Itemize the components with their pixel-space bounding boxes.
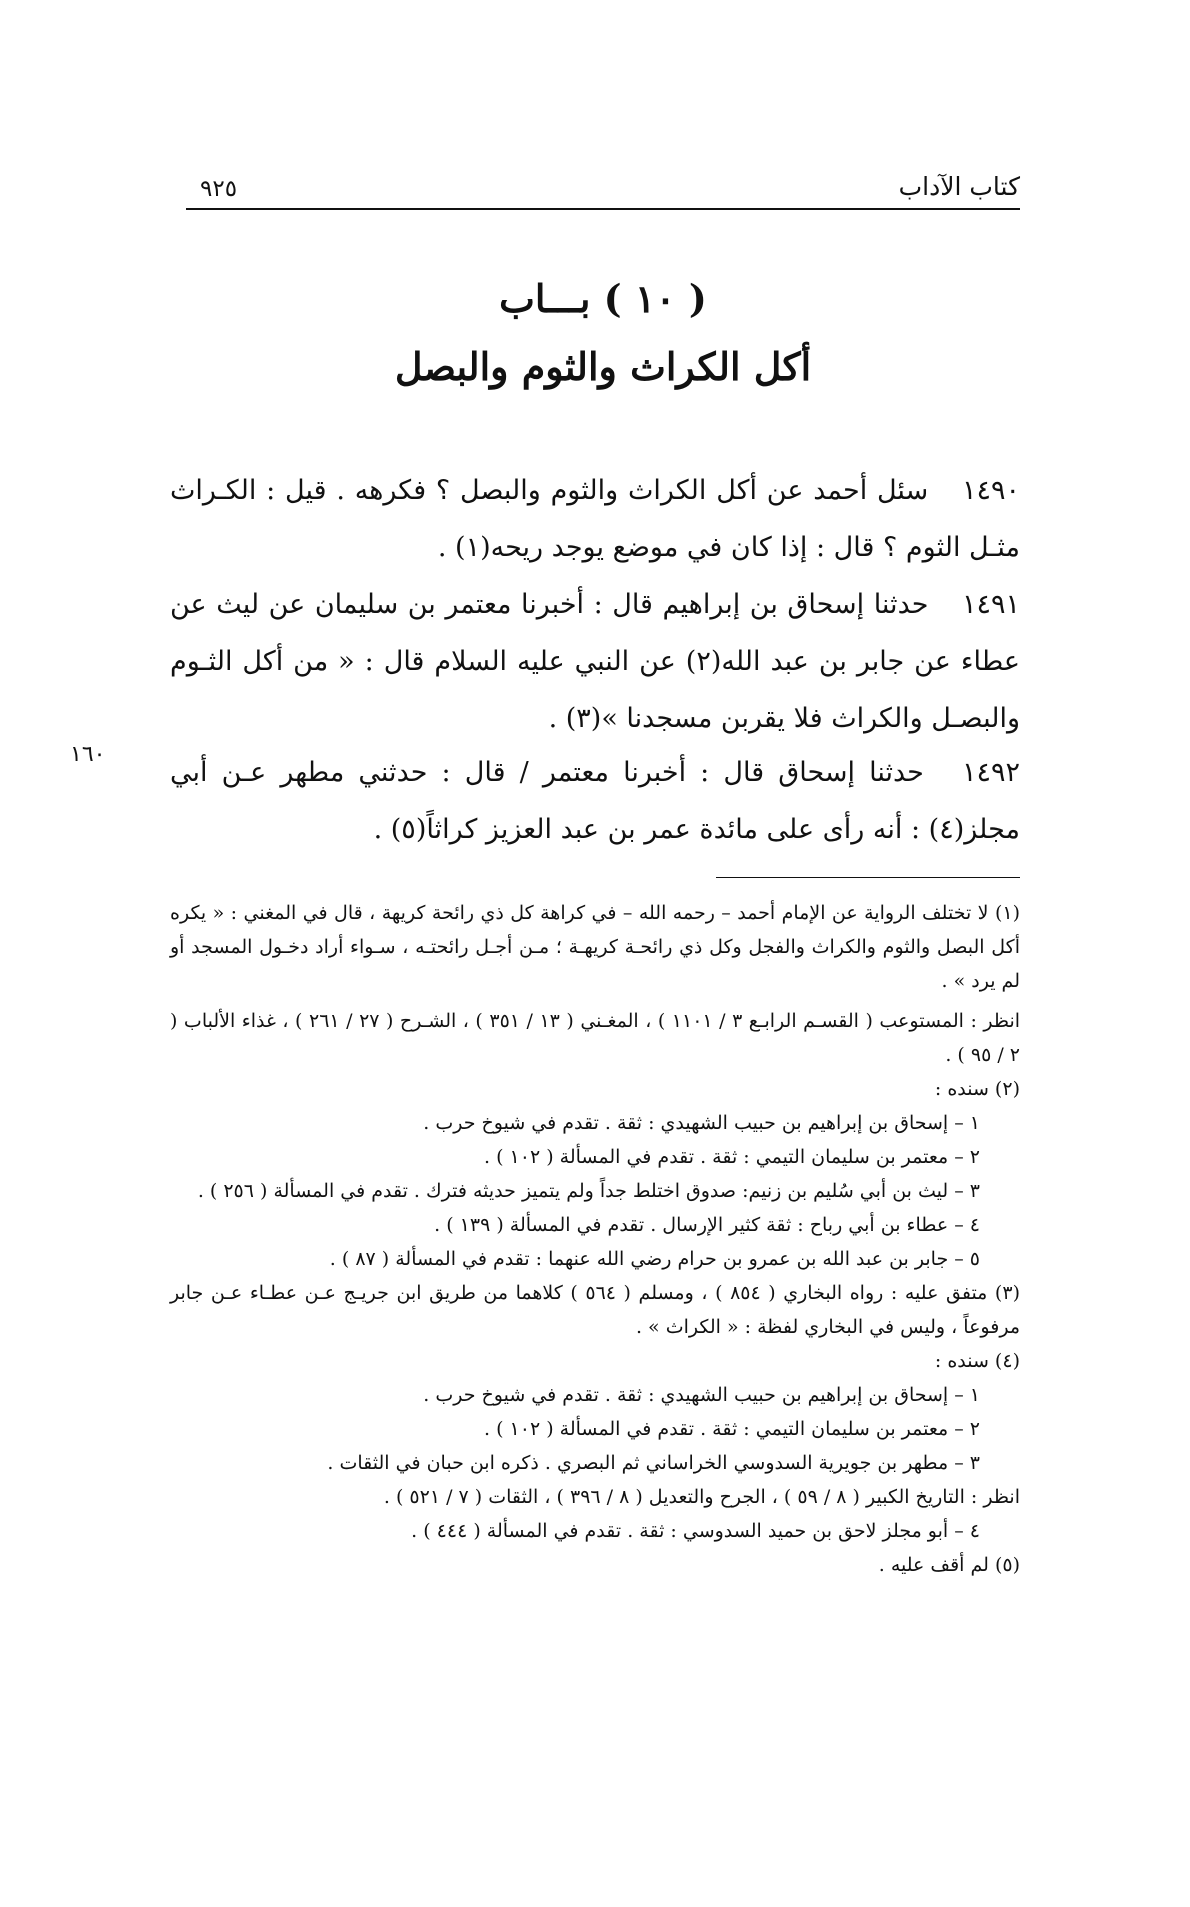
footnote-4-item: ١ – إسحاق بن إبراهيم بن حبيب الشهيدي : ثقة . تقدم في شيوخ حرب . (423, 1384, 980, 1406)
chapter-heading: ( ١٠ ) بـــاب (499, 276, 707, 321)
entry-1490 (170, 462, 1020, 576)
footnote-2-item: ٤ – عطاء بن أبي رباح : ثقة كثير الإرسال . تقدم في المسألة ( ١٣٩ ) . (434, 1214, 980, 1236)
footnotes (170, 896, 1020, 1582)
footnote-2-item: ١ – إسحاق بن إبراهيم بن حبيب الشهيدي : ثقة . تقدم في شيوخ حرب . (423, 1112, 980, 1134)
footnote-rule (716, 877, 1020, 878)
footnote-1-reference: انظر : المستوعب ( القسـم الرابـع ٣ / ١١٠١ ) ، المغـني ( ١٣ / ٣٥١ ) ، الشـرح ( ٢٧ / ٢٦١ ) ، غذاء الألباب ( ٢ / ٩٥ ) . (170, 1010, 1021, 1066)
footnote-2-heading: (٢) سنده : (934, 1078, 1020, 1100)
entry-number: ١٤٩١ (961, 589, 1020, 620)
footnote-1: (١) لا تختلف الرواية عن الإمام أحمد – رحمه الله – في كراهة كل ذي رائحة كريهة ، قال في المغني : « يكره أكل البصل والثوم والكراث والفجل وكل ذي رائحـة كريهـة ؛ مـن أجـل رائحتـه ، سـواء أراد دخـول المسجد أو لم يرد » . (170, 902, 1020, 992)
entry-number: ١٤٩٢ (961, 757, 1020, 788)
footnote-4-heading: (٤) سنده : (934, 1350, 1020, 1372)
footnote-3: (٣) متفق عليه : رواه البخاري ( ٨٥٤ ) ، ومسلم ( ٥٦٤ ) كلاهما من طريق ابن جريـج عـن عطـاء عـن جابر مرفوعاً ، وليس في البخاري لفظة : « الكراث » . (170, 1282, 1020, 1338)
entry-text: حدثنا إسحاق قال : أخبرنا معتمر / قال : حدثني مطهر عـن أبي مجلز(٤) : أنه رأى على مائدة عمر بن عبد العزيز كراثاً(٥) . (170, 757, 1020, 845)
entry-text: سئل أحمد عن أكل الكراث والثوم والبصل ؟ فكرهه . قيل : الكـراث مثـل الثوم ؟ قال : إذا كان في موضع يوجد ريحه(١) . (170, 475, 1020, 563)
footnote-2-item: ٥ – جابر بن عبد الله بن عمرو بن حرام رضي الله عنهما : تقدم في المسألة ( ٨٧ ) . (329, 1248, 980, 1270)
entry-text: حدثنا إسحاق بن إبراهيم قال : أخبرنا معتمر بن سليمان عن ليث عن عطاء عن جابر بن عبد الله(٢) عن النبي عليه السلام قال : « من أكل الثـوم والبصـل والكراث فلا يقربن مسجدنا »(٣) . (170, 589, 1020, 734)
footnote-4-reference: انظر : التاريخ الكبير ( ٨ / ٥٩ ) ، الجرح والتعديل ( ٨ / ٣٩٦ ) ، الثقات ( ٧ / ٥٢١ ) . (383, 1486, 1020, 1508)
footnote-2-item: ٢ – معتمر بن سليمان التيمي : ثقة . تقدم في المسألة ( ١٠٢ ) . (484, 1146, 980, 1168)
entry-number: ١٤٩٠ (961, 475, 1020, 506)
footnote-2-item: ٣ – ليث بن أبي سُليم بن زنيم: صدوق اختلط جداً ولم يتميز حديثه فترك . تقدم في المسألة ( ٢٥٦ ) . (197, 1180, 980, 1202)
margin-number: ١٦٠ (70, 742, 106, 767)
header-rule (186, 208, 1020, 210)
entry-1491 (170, 576, 1020, 747)
footnote-4-item: ٢ – معتمر بن سليمان التيمي : ثقة . تقدم في المسألة ( ١٠٢ ) . (484, 1418, 980, 1440)
footnote-4-item: ٣ – مطهر بن جويرية السدوسي الخراساني ثم البصري . ذكره ابن حبان في الثقات . (327, 1452, 980, 1474)
running-header-title: كتاب الآداب (898, 172, 1020, 201)
footnote-5: (٥) لم أقف عليه . (878, 1554, 1020, 1576)
page-number: ٩٢٥ (200, 176, 238, 202)
footnote-4-item: ٤ – أبو مجلز لاحق بن حميد السدوسي : ثقة . تقدم في المسألة ( ٤٤٤ ) . (411, 1520, 980, 1542)
chapter-title: أكل الكراث والثوم والبصل (394, 344, 812, 389)
entry-1492 (170, 744, 1020, 858)
